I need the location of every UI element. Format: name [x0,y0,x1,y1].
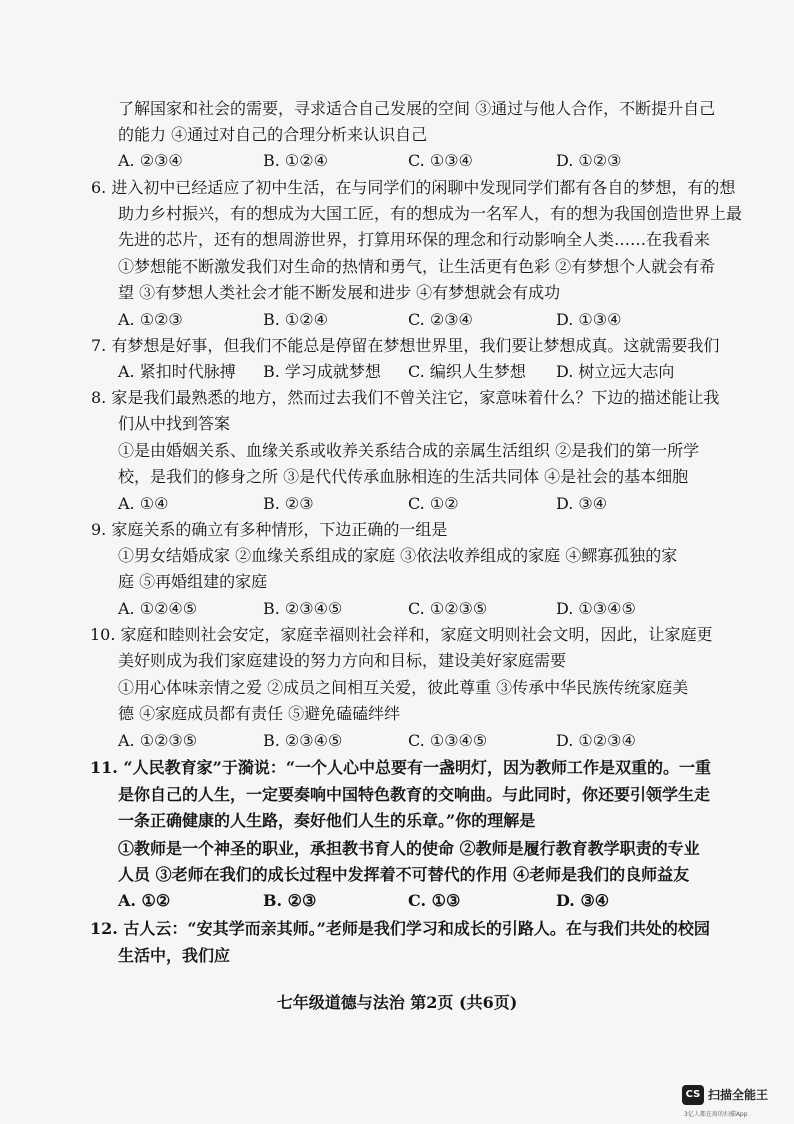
option-b: B. ②③ [263,891,317,910]
text-line: ①是由婚姻关系、血缘关系或收养关系结合成的亲属生活组织 ②是我们的第一所学 [118,441,700,460]
option-b: B. ②③④⑤ [263,731,343,750]
text-line: 美好则成为我们家庭建设的努力方向和目标，建设美好家庭需要 [118,651,567,670]
option-a: A. ①②③ [118,310,183,329]
text-line: 庭 ⑤再婚组建的家庭 [118,572,268,591]
option-b: B. ②③④⑤ [263,599,343,618]
option-d: D. ①②③④ [556,731,636,750]
option-d: D. 树立远大志向 [556,362,675,381]
text-line: 望 ③有梦想人类社会才能不断发展和进步 ④有梦想就会有成功 [118,283,561,302]
option-c: C. ①③④⑤ [408,731,488,750]
option-c: C. ①③④ [408,151,473,170]
question-11: 11. “人民教育家”于漪说：“一个人心中总要有一盏明灯，因为教师工作是双重的。一重 [90,758,712,777]
option-d: D. ①③④ [556,310,622,329]
option-d: D. ③④ [556,494,608,513]
option-d: D. ①②③ [556,151,622,170]
option-a: A. ②③④ [118,151,183,170]
option-c: C. ①② [408,494,459,513]
text-line: 一条正确健康的人生路，奏好他们人生的乐章。”你的理解是 [118,811,536,830]
question-9: 9. 家庭关系的确立有多种情形，下边正确的一组是 [91,520,448,539]
option-b: B. 学习成就梦想 [263,362,381,381]
text-line: 人员 ③老师在我们的成长过程中发挥着不可替代的作用 ④老师是我们的良师益友 [118,865,690,884]
option-a: A. ①②④⑤ [118,599,198,618]
option-c: C. ①③ [408,891,461,910]
question-8: 8. 家是我们最熟悉的地方，然而过去我们不曾关注它，家意味着什么？下边的描述能让我 [91,388,720,407]
text-line: 校，是我们的修身之所 ③是代代传承血脉相连的生活共同体 ④是社会的基本细胞 [118,467,689,486]
question-10: 10. 家庭和睦则社会安定，家庭幸福则社会祥和，家庭文明则社会文明，因此，让家庭更 [90,625,713,644]
option-b: B. ②③ [263,494,314,513]
scanner-watermark [682,1085,782,1119]
camscanner-logo-icon: CS [682,1085,704,1105]
text-line: 是你自己的人生，一定要奏响中国特色教育的交响曲。与此同时，你还要引领学生走 [118,785,711,804]
text-line: 先进的芯片，还有的想周游世界，打算用环保的理念和行动影响全人类……在我看来 [118,230,711,249]
text-line: ①教师是一个神圣的职业，承担教书育人的使命 ②教师是履行教育教学职责的专业 [118,839,700,858]
question-6: 6. 进入初中已经适应了初中生活，在与同学们的闲聊中发现同学们都有各自的梦想，有的想 [91,178,736,197]
question-12: 12. 古人云：“安其学而亲其师。”老师是我们学习和成长的引路人。在与我们共处的校园 [90,919,710,938]
question-7: 7. 有梦想是好事，但我们不能总是停留在梦想世界里，我们要让梦想成真。这就需要我们 [91,336,720,355]
text-line: 了解国家和社会的需要，寻求适合自己发展的空间 ③通过与他人合作，不断提升自己 [118,99,716,118]
text-line: 助力乡村振兴，有的想成为大国工匠，有的想成为一名军人，有的想为我国创造世界上最 [118,204,743,223]
watermark-subtitle: 3亿人都在用的扫描App [684,1111,748,1118]
text-line: ①用心体味亲情之爱 ②成员之间相互关爱，彼此尊重 ③传承中华民族传统家庭美 [118,678,689,697]
option-d: D. ③④ [556,891,610,910]
text-line: ①梦想能不断激发我们对生命的热情和勇气，让生活更有色彩 ②有梦想个人就会有希 [118,257,716,276]
option-a: A. ①④ [118,494,169,513]
option-a: A. ①② [118,891,171,910]
option-a: A. 紧扣时代脉搏 [118,362,236,381]
option-d: D. ①③④⑤ [556,599,636,618]
watermark-title: 扫描全能王 [708,1088,769,1102]
text-line: 德 ④家庭成员都有责任 ⑤避免磕磕绊绊 [118,704,401,723]
option-c: C. 编织人生梦想 [408,362,526,381]
text-line: 的能力 ④通过对自己的合理分析来认识自己 [118,125,428,144]
option-b: B. ①②④ [263,310,328,329]
option-c: C. ②③④ [408,310,473,329]
option-b: B. ①②④ [263,151,328,170]
option-a: A. ①②③⑤ [118,731,198,750]
text-line: 们从中找到答案 [118,414,231,433]
page-footer: 七年级道德与法治 第2页 (共6页) [276,993,518,1012]
option-c: C. ①②③⑤ [408,599,488,618]
text-line: 生活中，我们应 [118,946,231,965]
text-line: ①男女结婚成家 ②血缘关系组成的家庭 ③依法收养组成的家庭 ④鳏寡孤独的家 [118,546,678,565]
